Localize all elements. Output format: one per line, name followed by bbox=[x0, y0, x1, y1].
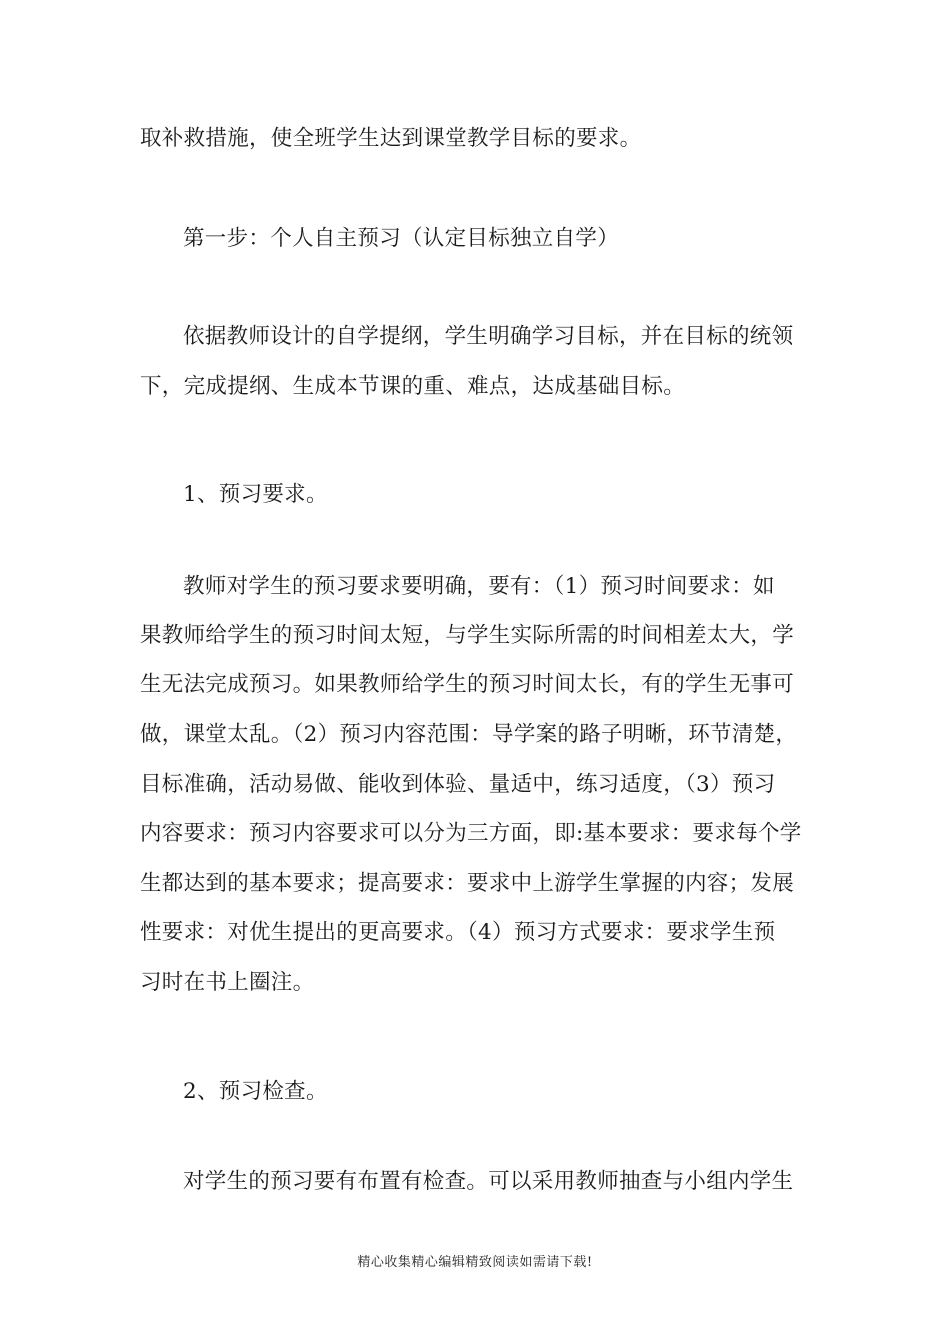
paragraph-section2-line: 对学生的预习要有布置有检查。可以采用教师抽查与小组内学生 bbox=[183, 1169, 794, 1194]
paragraph-section1-line: 生都达到的基本要求；提高要求：要求中上游学生掌握的内容；发展 bbox=[140, 871, 795, 896]
paragraph-section1-line: 目标准确，活动易做、能收到体验、量适中，练习适度，（3）预习 bbox=[140, 772, 776, 797]
step-heading: 第一步：个人自主预习（认定目标独立自学） bbox=[183, 226, 620, 251]
paragraph-section1-line: 果教师给学生的预习时间太短，与学生实际所需的时间相差太大，学 bbox=[140, 623, 795, 648]
paragraph-section1-line: 内容要求：预习内容要求可以分为三方面，即:基本要求：要求每个学 bbox=[140, 821, 802, 846]
section1-heading: 1、预习要求。 bbox=[183, 482, 328, 507]
page-footer: 精心收集精心编辑精致阅读如需请下载! bbox=[357, 1255, 593, 1270]
paragraph-section1-line: 做，课堂太乱。（2）预习内容范围：导学案的路子明晰，环节清楚， bbox=[140, 722, 798, 747]
paragraph-intro-line: 取补救措施，使全班学生达到课堂教学目标的要求。 bbox=[140, 126, 642, 151]
paragraph-section1-line: 习时在书上圈注。 bbox=[140, 970, 315, 995]
paragraph-section1-line: 教师对学生的预习要求要明确，要有：（1）预习时间要求：如 bbox=[183, 574, 775, 599]
paragraph-section1-line: 生无法完成预习。如果教师给学生的预习时间太长，有的学生无事可 bbox=[140, 672, 795, 697]
paragraph-step-line: 依据教师设计的自学提纲，学生明确学习目标，并在目标的统领 bbox=[183, 324, 794, 349]
section2-heading: 2、预习检查。 bbox=[183, 1079, 328, 1104]
paragraph-section1-line: 性要求：对优生提出的更高要求。（4）预习方式要求：要求学生预 bbox=[140, 920, 776, 945]
paragraph-step-line: 下，完成提纲、生成本节课的重、难点，达成基础目标。 bbox=[140, 374, 686, 399]
